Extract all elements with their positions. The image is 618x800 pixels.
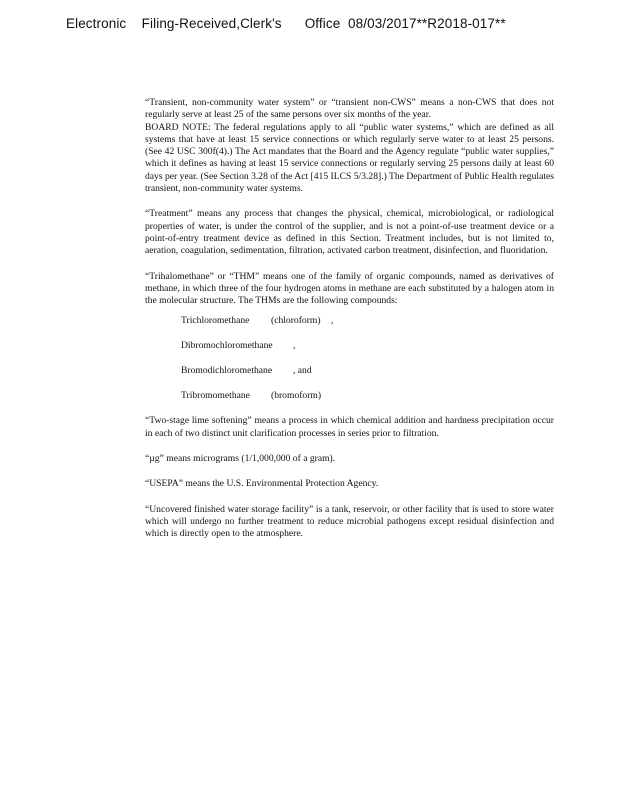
- compound-item: [181, 315, 554, 340]
- compound-separator: , and: [293, 365, 312, 377]
- definition-uncovered-storage-facility: “Uncovered finished water storage facility” is a tank, reservoir, or other facility that is used to store water which will undergo no further treatment to reduce microbial pathogens except residual disinfection and which is directly open to the atmosphere.: [145, 503, 554, 540]
- compound-separator: ,: [293, 340, 296, 352]
- compound-common-name: (bromoform): [271, 390, 322, 402]
- compound-name: Trichloromethane: [181, 315, 250, 327]
- electronic-filing-header: Electronic Filing-Received,Clerk's Office 08/03/2017**R2018-017**: [66, 16, 506, 31]
- definition-trihalomethane: “Trihalomethane” or “THM” means one of the family of organic compounds, named as derivatives of methane, in which three of the four hydrogen atoms in methane are each substituted by a halogen atom in the molecular structure. The THMs are the following compounds:: [145, 270, 554, 307]
- compound-name: Bromodichloromethane: [181, 365, 273, 377]
- document-body: [145, 97, 554, 554]
- compound-name: Dibromochloromethane: [181, 340, 273, 352]
- thm-compound-list: [181, 315, 554, 415]
- compound-item: [181, 340, 554, 365]
- definition-usepa: “USEPA” means the U.S. Environmental Protection Agency.: [145, 478, 379, 490]
- compound-common-name: (chloroform): [271, 315, 321, 327]
- definition-two-stage-lime-softening: “Two-stage lime softening” means a process in which chemical addition and hardness precipitation occur in each of two distinct unit clarification processes in series prior to filtration.: [145, 415, 554, 439]
- compound-name: Tribromomethane: [181, 390, 250, 402]
- board-note: BOARD NOTE: The federal regulations apply to all “public water systems,” which are defined as all systems that have at least 15 service connections or which regularly serve water to at least 25 persons. (See 42 USC 300f(4).) The Act mandates that the Board and the Agency regulate “public water supplies,” which it defines as having at least 15 service connections or regularly serving 25 persons daily at least 60 days per year. (See Section 3.28 of the Act [415 ILCS 5/3.28].) The Department of Public Health regulates transient, non-community water systems.: [145, 121, 554, 195]
- compound-item: [181, 365, 554, 390]
- compound-item: [181, 390, 554, 415]
- compound-separator: ,: [331, 315, 334, 327]
- definition-treatment: “Treatment” means any process that changes the physical, chemical, microbiological, or radiological properties of water, is under the control of the supplier, and is not a point-of-use treatment device or a point-of-entry treatment device as defined in this Section. Treatment includes, but is not limited to, aeration, coagulation, sedimentation, filtration, activated carbon treatment, disinfection, and fluoridation.: [145, 208, 554, 257]
- definition-transient-ncws: “Transient, non-community water system” or “transient non-CWS” means a non-CWS that does not regularly serve at least 25 of the same persons over six months of the year.: [145, 97, 554, 121]
- definition-microgram: “µg” means micrograms (1/1,000,000 of a gram).: [145, 453, 336, 465]
